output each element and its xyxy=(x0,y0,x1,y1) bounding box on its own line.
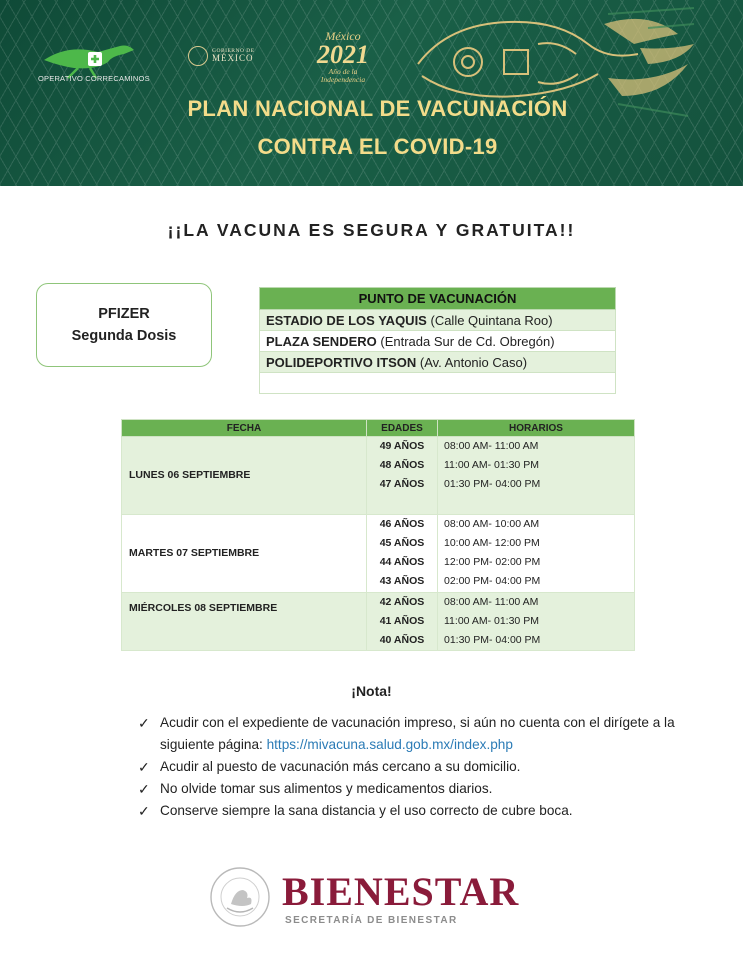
schedule-time: 10:00 AM- 12:00 PM xyxy=(444,536,540,549)
vaccine-name: PFIZER xyxy=(98,305,150,322)
checkmark-icon: ✓ xyxy=(138,803,150,819)
schedule-time: 01:30 PM- 04:00 PM xyxy=(444,633,541,646)
col-header-edades: EDADES xyxy=(367,420,438,437)
schedule-age: 43 AÑOS xyxy=(379,575,425,588)
mexico-seal-icon xyxy=(209,866,271,928)
year-logo xyxy=(298,30,388,83)
title-line2: CONTRA EL COVID-19 xyxy=(257,134,498,159)
title-line1: PLAN NACIONAL DE VACUNACIÓN xyxy=(187,96,568,121)
schedule-time: 01:30 PM- 04:00 PM xyxy=(444,478,541,491)
list-item xyxy=(138,778,698,800)
schedule-age: 40 AÑOS xyxy=(379,633,425,646)
table-row xyxy=(260,331,616,352)
schedule-time: 11:00 AM- 01:30 PM xyxy=(444,614,539,627)
vaccination-points-table xyxy=(259,287,616,394)
schedule-age: 46 AÑOS xyxy=(379,517,425,530)
punto-detail: (Entrada Sur de Cd. Obregón) xyxy=(380,333,555,349)
slogan: ¡¡LA VACUNA ES SEGURA Y GRATUITA!! xyxy=(167,220,576,240)
punto-header: PUNTO DE VACUNACIÓN xyxy=(260,288,616,310)
schedule-date: MIÉRCOLES 08 SEPTIEMBRE xyxy=(122,592,367,651)
schedule-table xyxy=(121,419,635,651)
punto-detail: (Calle Quintana Roo) xyxy=(430,312,553,328)
mivacuna-link[interactable]: https://mivacuna.salud.gob.mx/index.php xyxy=(266,737,513,752)
nota-text: Acudir con el expediente de vacunación impreso, si aún no cuenta con el dirígete a la siguiente página: xyxy=(160,715,675,752)
col-header-fecha: FECHA xyxy=(122,420,367,437)
schedule-group xyxy=(122,437,635,515)
checkmark-icon: ✓ xyxy=(138,715,150,731)
schedule-age: 48 AÑOS xyxy=(379,459,425,472)
schedule-time: 11:00 AM- 01:30 PM xyxy=(444,459,539,472)
schedule-age: 44 AÑOS xyxy=(379,556,425,569)
eagle-seal-icon xyxy=(188,46,208,66)
col-header-horarios: HORARIOS xyxy=(438,420,635,437)
schedule-age: 42 AÑOS xyxy=(379,595,425,608)
schedule-age: 47 AÑOS xyxy=(379,478,425,491)
year-sub2: Independencia xyxy=(320,74,366,84)
gov-line1: GOBIERNO DE xyxy=(212,47,255,54)
schedule-time: 08:00 AM- 11:00 AM xyxy=(444,595,539,608)
schedule-date: LUNES 06 SEPTIEMBRE xyxy=(122,437,367,515)
schedule-date: MARTES 07 SEPTIEMBRE xyxy=(122,514,367,592)
bienestar-brand: BIENESTAR xyxy=(282,869,520,914)
schedule-time: 08:00 AM- 10:00 AM xyxy=(444,517,540,530)
table-row-empty xyxy=(260,373,616,394)
schedule-group xyxy=(122,592,635,651)
checkmark-icon: ✓ xyxy=(138,759,150,775)
bienestar-subtitle: SECRETARÍA DE BIENESTAR xyxy=(285,915,458,926)
schedule-age: 45 AÑOS xyxy=(379,536,425,549)
year-country: México xyxy=(325,29,361,43)
nota-list xyxy=(138,712,698,822)
punto-detail: (Av. Antonio Caso) xyxy=(419,354,528,370)
vaccine-box xyxy=(36,283,212,367)
punto-name: ESTADIO DE LOS YAQUIS xyxy=(266,312,427,328)
punto-name: PLAZA SENDERO xyxy=(266,333,377,349)
schedule-time: 02:00 PM- 04:00 PM xyxy=(444,575,541,588)
list-item xyxy=(138,712,698,756)
schedule-group xyxy=(122,514,635,592)
table-row xyxy=(260,310,616,331)
nota-text: Acudir al puesto de vacunación más cercano a su domicilio. xyxy=(160,759,521,774)
nota-title: ¡Nota! xyxy=(351,683,392,699)
schedule-time: 08:00 AM- 11:00 AM xyxy=(444,440,539,452)
list-item xyxy=(138,756,698,778)
header-banner xyxy=(0,0,743,186)
year-sub1: Año de la xyxy=(328,67,358,76)
table-row xyxy=(260,352,616,373)
schedule-age: 41 AÑOS xyxy=(379,614,425,627)
logo-caption: OPERATIVO CORRECAMINOS xyxy=(38,74,150,83)
nota-text: Conserve siempre la sana distancia y el uso correcto de cubre boca. xyxy=(160,803,573,818)
gov-line2: MÉXICO xyxy=(212,53,254,64)
checkmark-icon: ✓ xyxy=(138,781,150,797)
schedule-age: 49 AÑOS xyxy=(379,440,425,452)
schedule-time: 12:00 PM- 02:00 PM xyxy=(444,556,541,569)
gobierno-logo xyxy=(188,46,255,66)
list-item xyxy=(138,800,698,822)
nota-text: No olvide tomar sus alimentos y medicamentos diarios. xyxy=(160,781,493,796)
vaccine-dose: Segunda Dosis xyxy=(71,328,177,344)
punto-name: POLIDEPORTIVO ITSON xyxy=(266,354,417,370)
year-number: 2021 xyxy=(317,40,369,69)
